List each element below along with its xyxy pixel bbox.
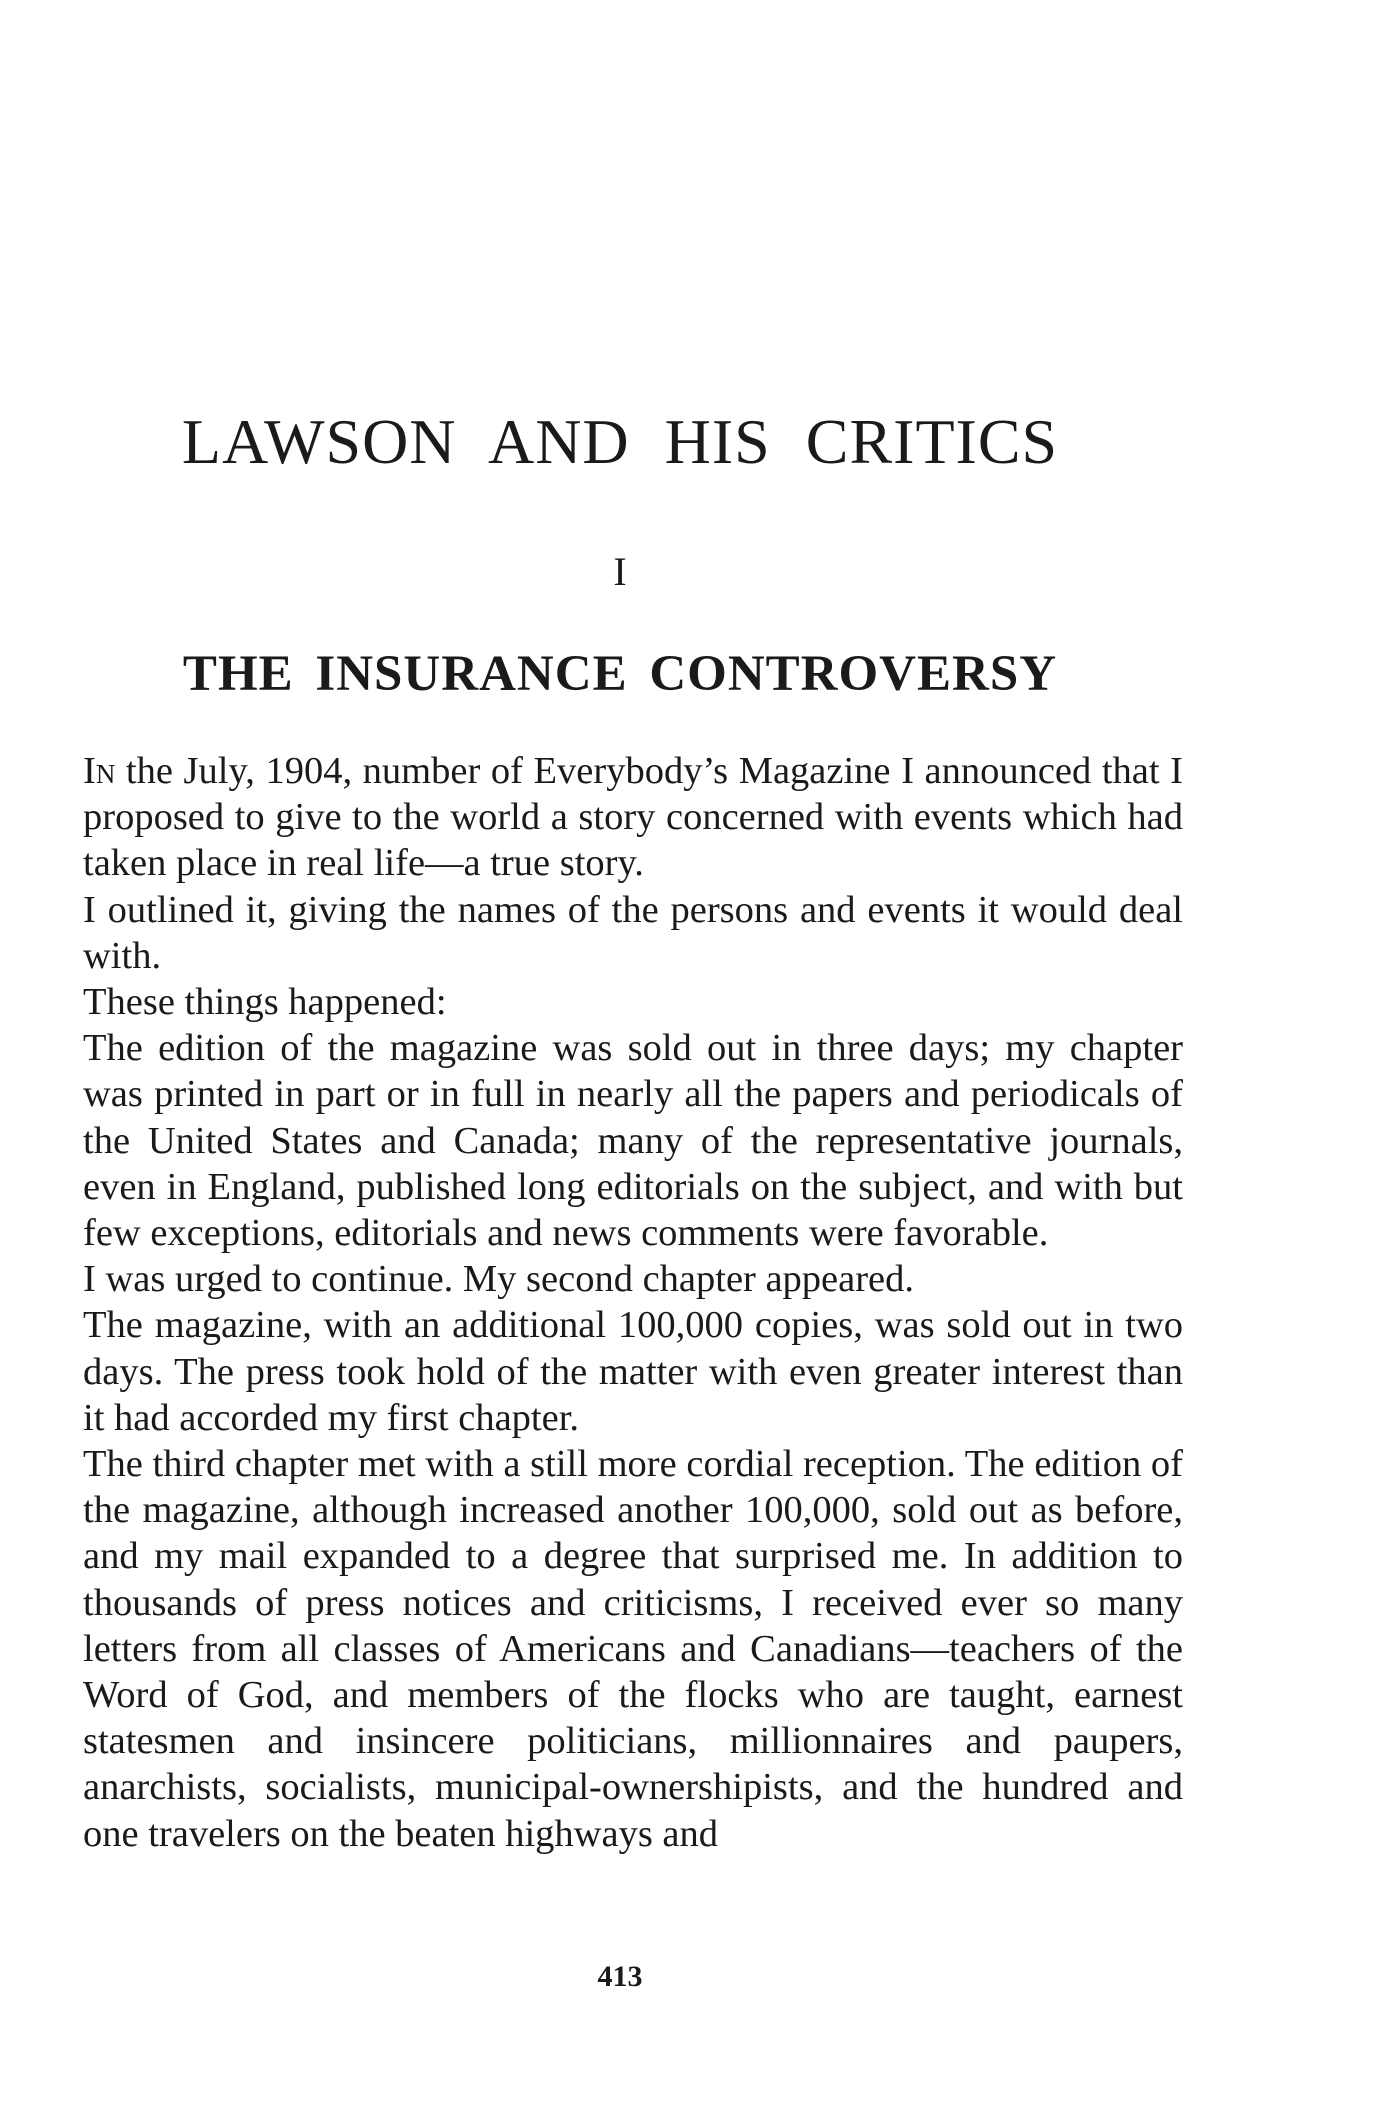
body-text [83, 748, 1183, 1857]
paragraph-1-text: the July, 1904, number of Everybody’s Magazine I announced that I proposed to give to the world a story concerned with events which had taken place in real life—a true story. [83, 750, 1183, 885]
chapter-title: LAWSON AND HIS CRITICS [181, 406, 1059, 477]
section-number: I [613, 549, 627, 594]
dropcap: In [83, 750, 116, 792]
paragraph-2: I outlined it, giving the names of the persons and events it would deal with. [83, 888, 1183, 977]
paragraph-7: The third chapter met with a still more cordial reception. The edition of the magazine, although increased another 100,000, sold out as before, and my mail expanded to a degree that surprised me. In addition to thousands of press notices and criticisms, I received ever so many letters from all classes of Americans and Canadians—teachers of the Word of God, and members of the flocks who are taught, earnest statesmen and insincere politicians, millionnaires and paupers, anarchists, socialists, municipal-ownershipists, and the hundred and one travelers on the beaten highways and [83, 1443, 1183, 1855]
paragraph-4: The edition of the magazine was sold out in three days; my chapter was printed in part or in full in nearly all the papers and periodicals of the United States and Canada; many of the representative journals, even in England, published long editorials on the subject, and with but few exceptions, editorials and news comments were favorable. [83, 1027, 1183, 1255]
page-number: 413 [597, 1960, 643, 1993]
paragraph-1 [83, 748, 1183, 887]
paragraph-5: I was urged to continue. My second chapter appeared. [83, 1258, 915, 1301]
paragraph-3: These things happened: [83, 981, 447, 1024]
paragraph-6: The magazine, with an additional 100,000 copies, was sold out in two days. The press took hold of the matter with even greater interest than it had accorded my first chapter. [83, 1304, 1183, 1439]
section-title: THE INSURANCE CONTROVERSY [182, 646, 1058, 702]
